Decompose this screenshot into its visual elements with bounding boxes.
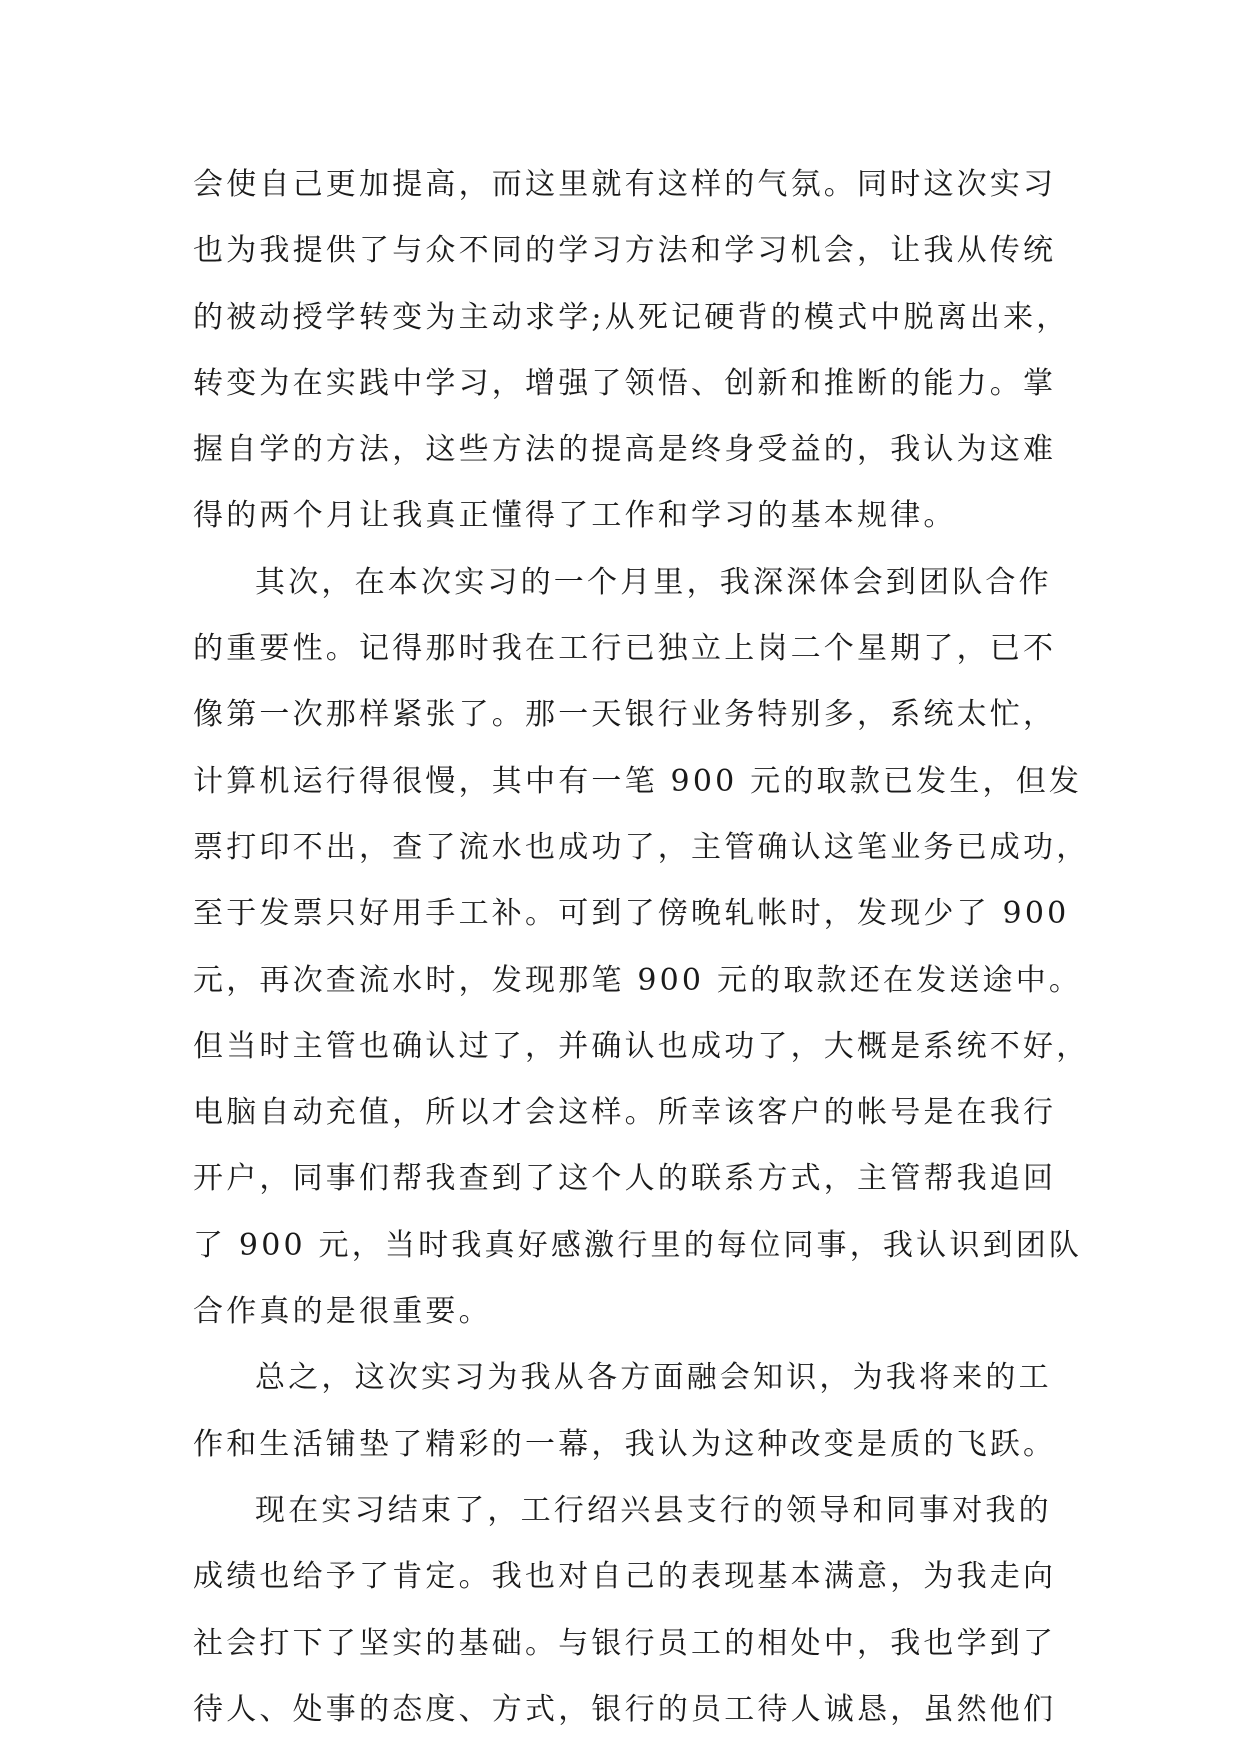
text-line: 票打印不出，查了流水也成功了，主管确认这笔业务已成功， — [193, 829, 1090, 865]
text-line: 待人、处事的态度、方式，银行的员工待人诚恳，虽然他们 — [193, 1691, 1057, 1727]
text-line: 作和生活铺垫了精彩的一幕，我认为这种改变是质的飞跃。 — [193, 1426, 1057, 1462]
text-line: 社会打下了坚实的基础。与银行员工的相处中，我也学到了 — [193, 1625, 1057, 1661]
text-line: 握自学的方法，这些方法的提高是终身受益的，我认为这难 — [193, 432, 1057, 468]
text-line: 其次，在本次实习的一个月里，我深深体会到团队合作 — [255, 564, 1052, 600]
paragraph-2 — [193, 550, 1090, 1346]
text-line: 的重要性。记得那时我在工行已独立上岗二个星期了，已不 — [193, 631, 1057, 667]
paragraph-3 — [193, 1345, 1055, 1478]
text-line: 总之，这次实习为我从各方面融会知识，为我将来的工 — [255, 1360, 1052, 1396]
text-line: 得的两个月让我真正懂得了工作和学习的基本规律。 — [193, 498, 957, 534]
text-line: 至于发票只好用手工补。可到了傍晚轧帐时，发现少了 900 — [193, 896, 1070, 932]
text-line: 现在实习结束了，工行绍兴县支行的领导和同事对我的 — [255, 1492, 1052, 1528]
paragraph-1 — [193, 152, 1070, 550]
document-body — [193, 152, 1090, 1743]
text-line: 元，再次查流水时，发现那笔 900 元的取款还在发送途中。 — [193, 962, 1083, 998]
text-line: 电脑自动充值，所以才会这样。所幸该客户的帐号是在我行 — [193, 1095, 1057, 1131]
text-line: 开户，同事们帮我查到了这个人的联系方式，主管帮我追回 — [193, 1161, 1057, 1197]
text-line: 也为我提供了与众不同的学习方法和学习机会，让我从传统 — [193, 233, 1057, 269]
paragraph-4 — [193, 1478, 1055, 1743]
text-line: 成绩也给予了肯定。我也对自己的表现基本满意，为我走向 — [193, 1559, 1057, 1595]
text-line: 合作真的是很重要。 — [193, 1294, 492, 1330]
text-line: 转变为在实践中学习，增强了领悟、创新和推断的能力。掌 — [193, 365, 1057, 401]
text-line: 计算机运行得很慢，其中有一笔 900 元的取款已发生，但发 — [193, 763, 1083, 799]
text-line: 会使自己更加提高，而这里就有这样的气氛。同时这次实习 — [193, 167, 1057, 202]
text-line: 了 900 元，当时我真好感激行里的每位同事，我认识到团队 — [193, 1227, 1083, 1263]
text-line: 但当时主管也确认过了，并确认也成功了，大概是系统不好， — [193, 1028, 1090, 1064]
text-line: 像第一次那样紧张了。那一天银行业务特别多，系统太忙， — [193, 697, 1057, 733]
text-line: 的被动授学转变为主动求学;从死记硬背的模式中脱离出来， — [193, 299, 1070, 335]
